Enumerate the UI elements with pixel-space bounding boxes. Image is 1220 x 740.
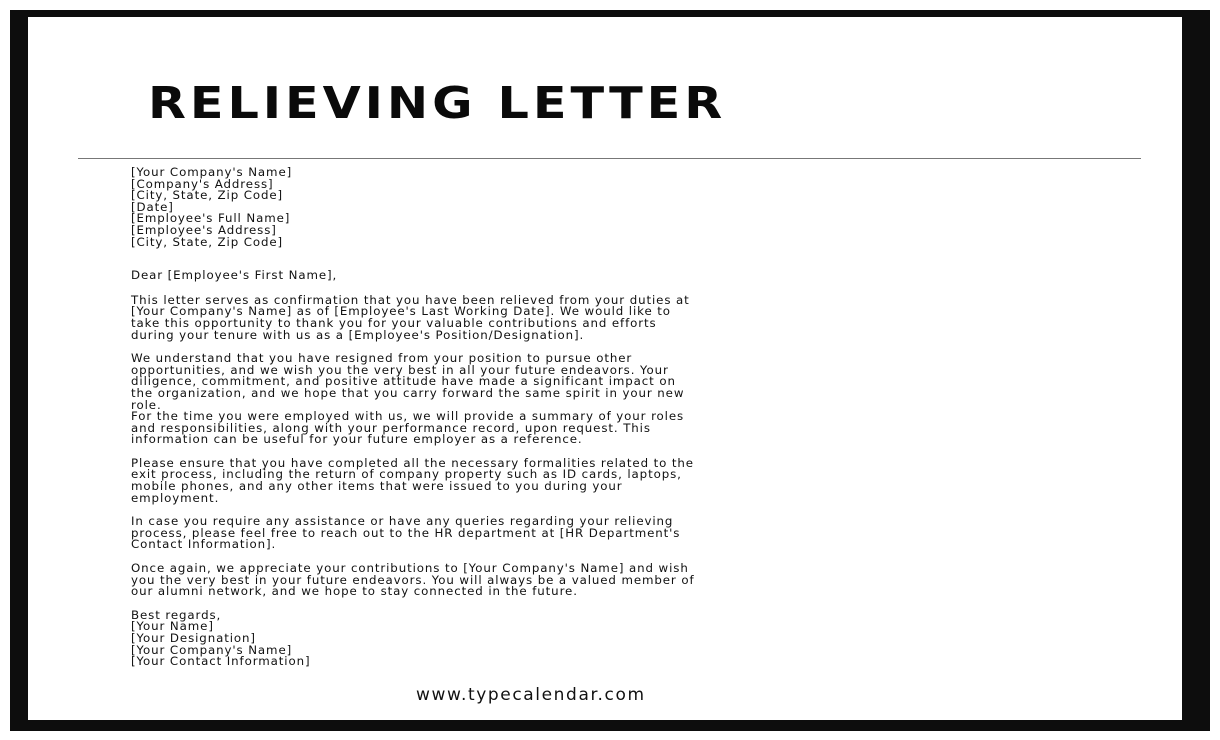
paragraph-line: [Your Company's Name] as of [Employee's Last Working Date]. We would like to [131, 304, 671, 319]
paragraph-line: In case you require any assistance or have any queries regarding your relieving [131, 514, 674, 529]
paragraph-line: Please ensure that you have completed all the necessary formalities related to the [131, 455, 694, 470]
paragraph-line: Contact Information]. [131, 537, 277, 552]
paragraph-assistance [131, 516, 991, 551]
paragraph-appreciation [131, 563, 991, 598]
paragraph-summary [131, 411, 991, 446]
paragraph-line: during your tenure with us as a [Employee's Position/Designation]. [131, 327, 585, 342]
spacer [131, 248, 991, 270]
sender-line: [Employee's Address] [131, 222, 277, 237]
paragraph-line: This letter serves as confirmation that you have been relieved from your duties at [131, 292, 690, 307]
frame-top-border [10, 10, 1210, 17]
footer-website: www.typecalendar.com [416, 685, 646, 705]
frame-right-border [1182, 10, 1210, 731]
sender-line: [Employee's Full Name] [131, 211, 291, 226]
paragraph-line: diligence, commitment, and positive attitude have made a significant impact on [131, 374, 676, 389]
closing-line: Best regards, [131, 607, 222, 622]
sender-line: [Company's Address] [131, 176, 274, 191]
paragraph-formalities [131, 455, 991, 505]
paragraph-line: exit process, including the return of company property such as ID cards, laptops, [131, 467, 682, 482]
title-divider [78, 158, 1141, 159]
paragraph-line: and responsibilities, along with your performance record, upon request. This [131, 420, 651, 435]
letter-body [131, 167, 991, 668]
sender-block [131, 167, 991, 248]
sender-line: [City, State, Zip Code] [131, 234, 284, 249]
letter-page [28, 17, 1182, 720]
paragraph-line: mobile phones, and any other items that were issued to you during your [131, 479, 623, 494]
paragraph-line: For the time you were employed with us, we will provide a summary of your roles [131, 409, 685, 424]
paragraph-line: process, please feel free to reach out to the HR department at [HR Department's [131, 525, 681, 540]
closing-line: [Your Contact Information] [131, 654, 311, 669]
paragraph-line: our alumni network, and we hope to stay connected in the future. [131, 584, 578, 599]
paragraph-confirmation [131, 292, 991, 342]
sender-line: [Your Company's Name] [131, 165, 293, 179]
frame-bottom-border [10, 720, 1210, 731]
paragraph-line: employment. [131, 490, 220, 505]
salutation: Dear [Employee's First Name], [131, 268, 338, 283]
paragraph-line: take this opportunity to thank you for your valuable contributions and efforts [131, 315, 657, 330]
paragraph-line: Once again, we appreciate your contributions to [Your Company's Name] and wish [131, 561, 689, 576]
spacer [131, 598, 991, 610]
sender-line: [Date] [131, 199, 174, 214]
closing-line: [Your Designation] [131, 631, 256, 645]
paragraph-line: opportunities, and we wish you the very best in all your future endeavors. Your [131, 362, 669, 377]
sender-line: [City, State, Zip Code] [131, 188, 284, 203]
paragraph-resignation [131, 353, 991, 411]
closing-block [131, 607, 991, 669]
closing-line: [Your Company's Name] [131, 642, 293, 657]
paragraph-line: We understand that you have resigned from your position to pursue other [131, 351, 633, 366]
paragraph-line: the organization, and we hope that you carry forward the same spirit in your new [131, 385, 685, 400]
document-title: RELIEVING LETTER [148, 78, 727, 129]
closing-line: [Your Name] [131, 619, 214, 634]
paragraph-line: role. [131, 397, 162, 412]
frame-left-border [10, 10, 28, 731]
paragraph-line: you the very best in your future endeavors. You will always be a valued member of [131, 572, 695, 587]
paragraph-line: information can be useful for your future employer as a reference. [131, 432, 583, 447]
